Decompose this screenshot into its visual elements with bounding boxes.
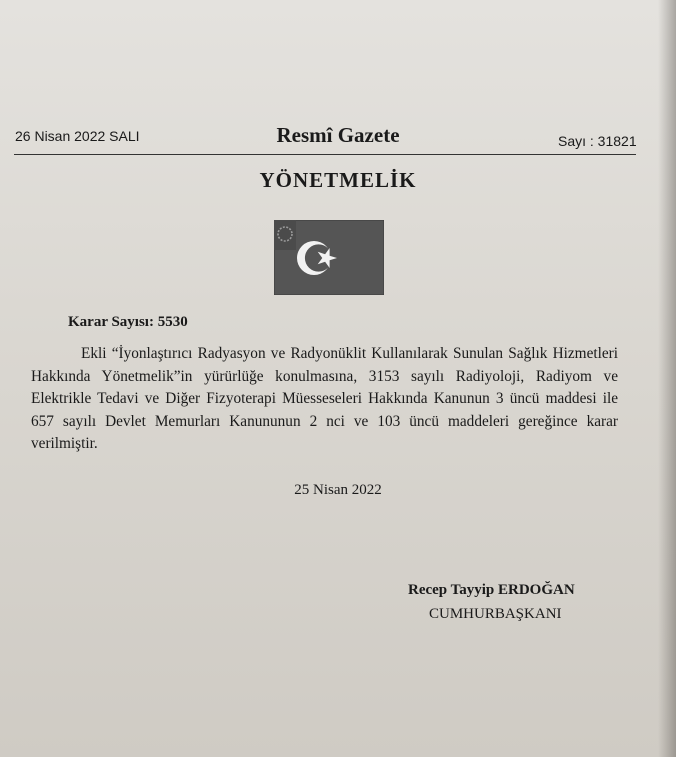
issue-number: Sayı : 31821 — [558, 133, 637, 149]
document-title: YÖNETMELİK — [259, 168, 417, 192]
turkish-flag-emblem-icon — [274, 220, 384, 295]
decision-number: Karar Sayısı: 5530 — [68, 314, 188, 330]
signer-name: Recep Tayyip ERDOĞAN — [408, 582, 575, 598]
signer-title: CUMHURBAŞKANI — [429, 606, 562, 622]
decision-date: 25 Nisan 2022 — [294, 482, 382, 498]
header-divider — [14, 154, 636, 155]
page-edge-shadow — [658, 0, 676, 757]
decision-body: Ekli “İyonlaştırıcı Radyasyon ve Radyonüklit Kullanılarak Sunulan Sağlık Hizmetleri Hakkında Yönetmelik”in yürürlüğe konulmasına, 3153 sayılı Radiyoloji, Radiyom ve Elektrikle Tedavi ve Diğer Fizyoterapi Müesseseleri Hakkında Kanunun 3 üncü maddesi ile 657 sayılı Devlet Memurları Kanununun 2 nci ve 103 üncü maddeleri gereğince karar verilmiştir. — [31, 345, 618, 452]
publication-name: Resmî Gazete — [276, 123, 400, 147]
header-date: 26 Nisan 2022 SALI — [15, 128, 140, 144]
